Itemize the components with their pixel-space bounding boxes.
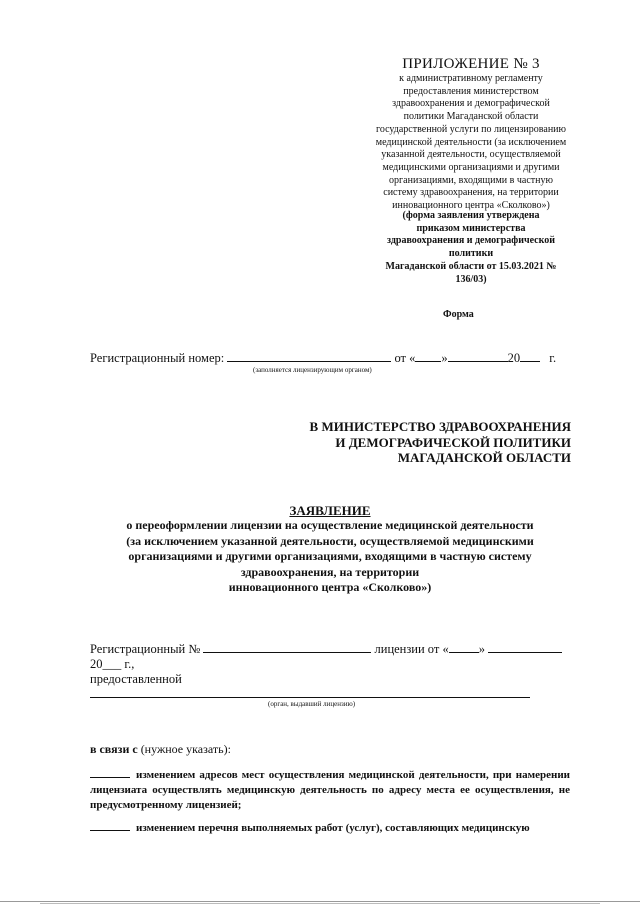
registration-year-prefix: 20: [507, 351, 521, 365]
registration-from: от «: [394, 351, 416, 365]
registration-day-field[interactable]: [415, 350, 441, 362]
registration-year-field[interactable]: [520, 350, 540, 362]
registration-number-line: [90, 350, 570, 366]
registration-quote: »: [441, 351, 448, 365]
page-bottom-border-inner: [40, 903, 600, 904]
registration-month-field[interactable]: [448, 350, 508, 362]
ministry-line: В МИНИСТЕРСТВО ЗДРАВООХРАНЕНИЯ: [309, 419, 571, 434]
annex-approval-note: [362, 210, 580, 286]
subtitle-line: инновационного центра «Сколково»): [228, 580, 432, 594]
annex-bold-line: Магаданской области от 15.03.2021 №: [385, 260, 557, 272]
license-month-field[interactable]: [488, 641, 562, 653]
annex-line: к административному регламенту: [399, 73, 543, 84]
annex-bold-line: здравоохранения и демографической: [387, 235, 555, 247]
ministry-line: И ДЕМОГРАФИЧЕСКОЙ ПОЛИТИКИ: [335, 434, 571, 450]
subtitle-line: организациями и другими организациями, входящими в частную систему: [128, 549, 532, 563]
annex-line: здравоохранения и демографической: [392, 98, 550, 110]
reason-intro-rest: (нужное указать):: [137, 742, 231, 756]
annex-title: ПРИЛОЖЕНИЕ № 3: [402, 56, 540, 72]
issuing-organ-hint: (орган, выдавший лицензию): [268, 700, 356, 708]
annex-text: [362, 73, 580, 213]
license-provided-label: предоставленной: [90, 672, 182, 686]
subtitle-line: здравоохранения, на территории: [240, 564, 420, 579]
ministry-addressee: [300, 419, 571, 466]
annex-line: систему здравоохранения, на территории: [383, 187, 559, 199]
reason-item: [90, 767, 570, 813]
annex-line: предоставления министерством: [403, 85, 539, 97]
annex-line: медицинскими организациями и другими: [382, 161, 560, 173]
ministry-line: МАГАДАНСКОЙ ОБЛАСТИ: [397, 450, 571, 465]
license-day-field[interactable]: [449, 641, 479, 653]
annex-line: организациями, входящими в частную: [389, 174, 553, 186]
license-registration-line: [90, 641, 570, 657]
annex-line: политики Магаданской области: [403, 111, 539, 123]
registration-year-suffix: г.: [549, 351, 557, 365]
reason-item-text: изменением перечня выполняемых работ (услуг), составляющих медицинскую: [136, 822, 530, 834]
license-number-field[interactable]: [203, 641, 371, 653]
annex-bold-line: политики: [448, 248, 494, 260]
registration-hint: (заполняется лицензирующим органом): [253, 366, 372, 374]
annex-line: указанной деятельности, осуществляемой: [381, 149, 561, 161]
application-title: ЗАЯВЛЕНИЕ: [289, 503, 371, 518]
license-from-label: лицензии от «: [374, 642, 449, 656]
license-year-line: 20___ г.,: [90, 657, 135, 671]
issuing-organ-field[interactable]: [90, 697, 530, 698]
registration-label: Регистрационный номер:: [90, 351, 225, 365]
license-reg-label: Регистрационный №: [90, 642, 201, 656]
application-subtitle: [90, 518, 570, 596]
annex-bold-line: 136/03): [455, 273, 487, 285]
page-bottom-border: [0, 901, 640, 902]
annex-line: государственной услуги по лицензированию: [376, 123, 566, 135]
subtitle-line: о переоформлении лицензии на осуществление медицинской деятельности: [126, 518, 534, 532]
annex-bold-line: (форма заявления утверждена: [402, 210, 540, 221]
annex-line: медицинской деятельности (за исключением: [375, 136, 567, 148]
license-quote: »: [478, 642, 485, 656]
reason-checkbox-blank[interactable]: [90, 767, 130, 778]
reason-item-text: изменением адресов мест осуществления медицинской деятельности, при намерении лицензиата осуществлять медицинскую деятельность по адресу места ее осуществления, не предусмотренному лицензией;: [90, 769, 570, 811]
reason-intro: [90, 742, 231, 757]
reason-intro-bold: в связи с: [90, 742, 138, 756]
reason-item: [90, 820, 570, 836]
annex-bold-line: приказом министерства: [416, 222, 526, 234]
registration-number-field[interactable]: [227, 350, 391, 362]
form-label: Форма: [443, 309, 474, 320]
reason-checkbox-blank[interactable]: [90, 820, 130, 831]
annex-line: инновационного центра «Сколково»): [392, 200, 550, 212]
subtitle-line: (за исключением указанной деятельности, осуществляемой медицинскими: [126, 533, 534, 548]
